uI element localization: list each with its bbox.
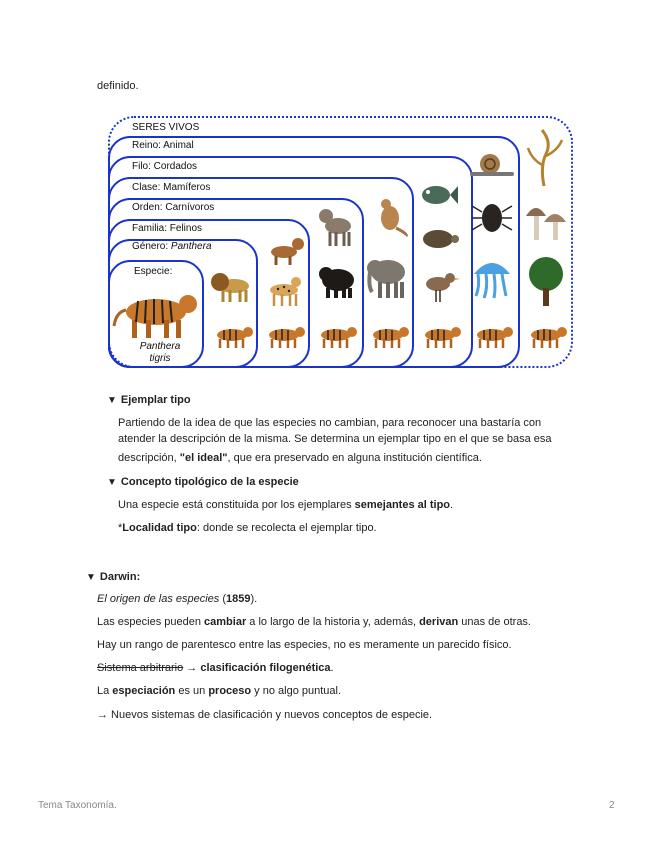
tiger-small-image: [210, 322, 255, 350]
level-orden: Orden: Carnívoros: [132, 202, 215, 213]
level-familia: Familia: Felinos: [132, 223, 203, 234]
level-genero: Género: Panthera: [132, 241, 212, 252]
darwin-line4: Sistema arbitrario → clasificación filogenética.: [97, 662, 334, 674]
section-heading-darwin[interactable]: ▼ Darwin:: [86, 571, 141, 583]
ejemplar-paragraph-line2: atender la descripción de la misma. Se determina un ejemplar tipo en el que se basa esa: [118, 433, 552, 445]
concepto-line2: *Localidad tipo: donde se recolecta el ejemplar tipo.: [118, 522, 377, 534]
elephant-image: [366, 252, 412, 300]
cat-image: [262, 232, 306, 266]
tree-image: [524, 254, 568, 308]
tiger-small-image: [366, 322, 411, 350]
snail-image: [468, 152, 514, 180]
darwin-line6: → Nuevos sistemas de clasificación y nuevos conceptos de especie.: [97, 709, 433, 721]
darwin-line2: Las especies pueden cambiar a lo largo de la historia y, además, derivan unas de otras.: [97, 616, 531, 628]
level-reino: Reino: Animal: [132, 140, 194, 151]
darwin-line1: El origen de las especies (1859).: [97, 593, 258, 605]
darwin-line3: Hay un rango de parentesco entre las especies, no es meramente un parecido físico.: [97, 639, 512, 651]
page-number: 2: [609, 800, 615, 811]
section-heading-concepto[interactable]: ▼ Concepto tipológico de la especie: [107, 476, 299, 488]
footer-title: Tema Taxonomía.: [38, 800, 117, 811]
species-name: Panthera tigris: [139, 341, 181, 364]
ejemplar-paragraph-line1: Partiendo de la idea de que las especies no cambian, para reconocer una bastaría con: [118, 417, 542, 429]
collapse-triangle-icon[interactable]: ▼: [107, 395, 117, 406]
seaweed-image: [522, 126, 566, 188]
tiger-small-image: [314, 322, 359, 350]
tiger-small-image: [418, 322, 463, 350]
ejemplar-paragraph-line3: descripción, "el ideal", que era preservado en alguna institución científica.: [118, 452, 482, 464]
darwin-line5: La especiación es un proceso y no algo puntual.: [97, 685, 342, 697]
section-heading-ejemplar[interactable]: ▼ Ejemplar tipo: [107, 394, 191, 406]
level-clase: Clase: Mamíferos: [132, 182, 211, 193]
level-seres-vivos: SERES VIVOS: [132, 122, 200, 133]
tiger-small-image: [524, 322, 569, 350]
turtle-image: [418, 224, 460, 254]
level-filo: Filo: Cordados: [132, 161, 198, 172]
concepto-line1: Una especie está constituida por los ejemplares semejantes al tipo.: [118, 499, 454, 511]
kangaroo-image: [366, 198, 410, 238]
continued-text: definido.: [97, 80, 139, 92]
collapse-triangle-icon[interactable]: ▼: [86, 572, 96, 583]
lion-image: [208, 268, 256, 304]
mushroom-image: [522, 196, 568, 244]
wolf-image: [316, 204, 360, 248]
taxonomy-diagram: [100, 112, 575, 372]
tiger-small-image: [262, 322, 307, 350]
collapse-triangle-icon[interactable]: ▼: [107, 477, 117, 488]
bird-image: [418, 268, 460, 304]
fish-image: [418, 178, 458, 212]
tiger-large-image: [112, 282, 200, 342]
bear-image: [316, 260, 360, 300]
beetle-image: [470, 198, 514, 236]
cheetah-image: [262, 272, 306, 308]
jellyfish-image: [468, 252, 516, 300]
level-especie: Especie:: [134, 266, 173, 277]
tiger-small-image: [470, 322, 515, 350]
